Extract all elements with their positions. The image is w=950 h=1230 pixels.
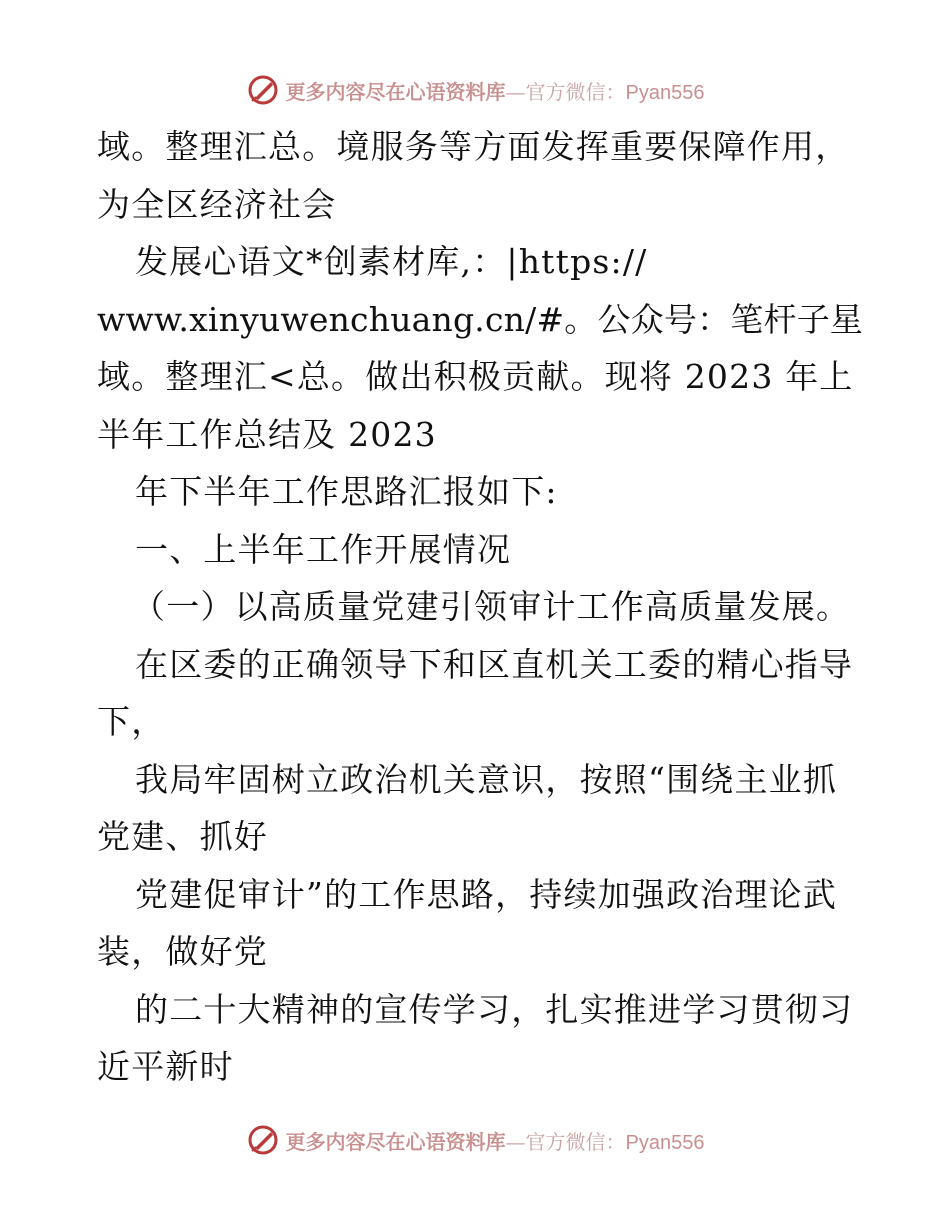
- body-line-5: 域。整理汇<总。做出积极贡献。现将 2023 年上: [97, 357, 854, 396]
- subsection-heading: （一）以高质量党建引领审计工作高质量发展。: [132, 587, 851, 626]
- body-line-17: 近平新时: [97, 1047, 234, 1086]
- section-heading: 一、上半年工作开展情况: [135, 529, 512, 569]
- body-line-3: 发展心语文*创素材库,：|https://: [135, 242, 648, 281]
- body-line-13: 党建、抓好: [97, 817, 268, 856]
- body-line-6: 半年工作总结及 2023: [97, 414, 437, 454]
- header-contact: 官方微信：: [525, 79, 626, 104]
- body-line-12: 我局牢固树立政治机关意识，按照“围绕主业抓: [135, 759, 838, 799]
- quill-pen-logo-icon: [246, 1123, 280, 1157]
- body-line-11: 下，: [97, 702, 166, 741]
- header-separator: —: [505, 79, 526, 104]
- body-line-14: 党建促审计”的工作思路，持续加强政治理论武: [135, 874, 838, 914]
- quill-pen-logo-icon: [246, 73, 280, 107]
- body-line-15: 装，做好党: [97, 932, 268, 971]
- body-line-10: 在区委的正确领导下和区直机关工委的精心指导: [135, 644, 854, 684]
- body-line-16: 的二十大精神的宣传学习，扎实推进学习贯彻习: [135, 989, 854, 1029]
- footer-wechat-id: Pyan556: [625, 1131, 705, 1154]
- header-brand: 更多内容尽在心语资料库: [285, 79, 506, 104]
- footer-separator: —: [505, 1129, 526, 1154]
- header-watermark-text: [286, 76, 705, 105]
- body-line-1: 域。整理汇总。境服务等方面发挥重要保障作用，: [97, 127, 850, 166]
- document-body: [97, 118, 864, 1096]
- body-line-7: 年下半年工作思路汇报如下:: [135, 472, 558, 511]
- header-wechat-id: Pyan556: [625, 81, 705, 104]
- footer-brand: 更多内容尽在心语资料库: [285, 1129, 506, 1154]
- footer-contact: 官方微信：: [525, 1129, 626, 1154]
- body-line-4: www.xinyuwenchuang.cn/#。公众号：笔杆子星: [97, 299, 864, 339]
- footer-watermark-text: [286, 1126, 705, 1155]
- header-watermark-banner: [0, 70, 950, 110]
- footer-watermark-banner: [0, 1120, 950, 1160]
- body-line-2: 为全区经济社会: [97, 184, 337, 224]
